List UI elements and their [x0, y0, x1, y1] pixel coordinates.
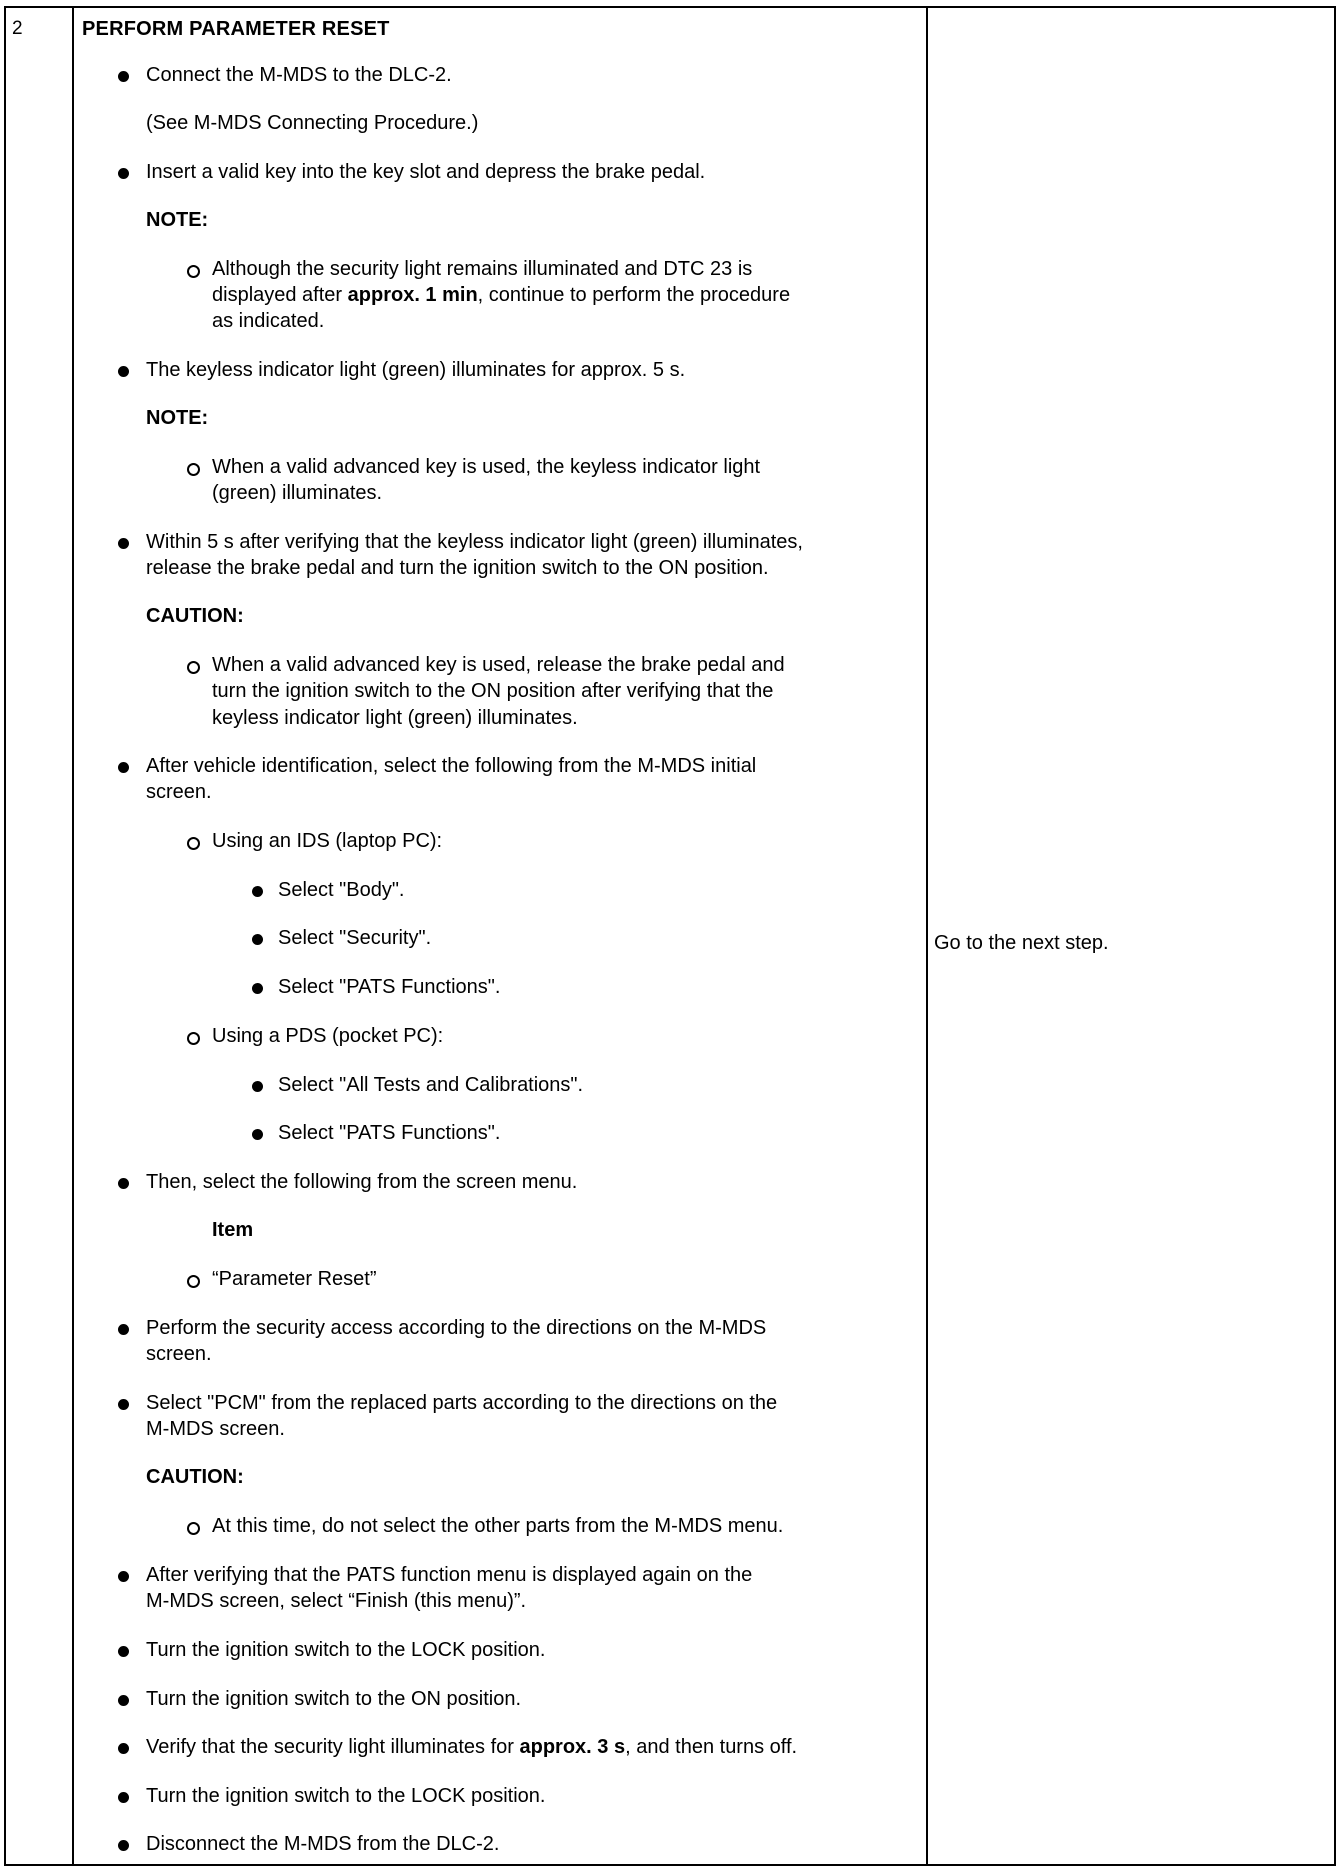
instruction-line: release the brake pedal and turn the ignition switch to the ON position. — [146, 557, 769, 579]
bullet-icon — [118, 168, 129, 179]
bullet-icon — [252, 1081, 263, 1092]
bullet-icon — [118, 1571, 129, 1582]
instruction-line: M-MDS screen, select “Finish (this menu)”. — [146, 1590, 527, 1612]
bullet-icon — [118, 1178, 129, 1189]
instruction-line: The keyless indicator light (green) illuminates for approx. 5 s. — [146, 359, 686, 381]
instruction-line: “Parameter Reset” — [212, 1268, 377, 1290]
instruction-line: Although the security light remains illuminated and DTC 23 is — [212, 258, 753, 280]
procedure-table — [4, 6, 1336, 1866]
instruction-line: turn the ignition switch to the ON position after verifying that the — [212, 680, 774, 702]
instruction-line: When a valid advanced key is used, release the brake pedal and — [212, 654, 785, 676]
step-number: 2 — [12, 18, 23, 39]
note-label: NOTE: — [146, 407, 209, 429]
instruction-line: keyless indicator light (green) illuminates. — [212, 707, 578, 729]
sub-bullet-icon — [187, 1275, 200, 1288]
instruction-line: Verify that the security light illuminates for approx. 3 s, and then turns off. — [146, 1736, 798, 1758]
bullet-icon — [118, 71, 129, 82]
instruction-line: Select "Security". — [278, 927, 432, 949]
instruction-line: Turn the ignition switch to the LOCK position. — [146, 1785, 546, 1807]
instruction-line: Select "PATS Functions". — [278, 976, 501, 998]
instruction-line: After vehicle identification, select the following from the M-MDS initial — [146, 755, 757, 777]
bullet-icon — [252, 886, 263, 897]
instruction-line: Insert a valid key into the key slot and depress the brake pedal. — [146, 161, 706, 183]
instruction-line: Perform the security access according to the directions on the M-MDS — [146, 1317, 767, 1339]
bullet-icon — [118, 1324, 129, 1335]
bullet-icon — [118, 1695, 129, 1706]
instruction-line: Turn the ignition switch to the LOCK position. — [146, 1639, 546, 1661]
sub-bullet-icon — [187, 837, 200, 850]
bullet-icon — [118, 1792, 129, 1803]
instruction-line: Select "PCM" from the replaced parts according to the directions on the — [146, 1392, 778, 1414]
item-label: Item — [212, 1219, 254, 1241]
instruction-line: When a valid advanced key is used, the keyless indicator light — [212, 456, 761, 478]
instruction-line: (See M-MDS Connecting Procedure.) — [146, 112, 479, 134]
sub-bullet-icon — [187, 1522, 200, 1535]
instruction-line: screen. — [146, 1343, 212, 1365]
bullet-icon — [118, 1743, 129, 1754]
column-divider — [926, 8, 928, 1864]
sub-bullet-icon — [187, 1032, 200, 1045]
instruction-line: (green) illuminates. — [212, 482, 383, 504]
sub-bullet-icon — [187, 463, 200, 476]
bullet-icon — [118, 1840, 129, 1851]
instruction-line: M-MDS screen. — [146, 1418, 285, 1440]
instruction-line: Turn the ignition switch to the ON position. — [146, 1688, 521, 1710]
bullet-icon — [252, 1129, 263, 1140]
column-divider — [72, 8, 74, 1864]
bullet-icon — [118, 538, 129, 549]
bullet-icon — [118, 366, 129, 377]
bullet-icon — [118, 762, 129, 773]
instruction-line: Using a PDS (pocket PC): — [212, 1025, 444, 1047]
instruction-line: displayed after approx. 1 min, continue to perform the procedure — [212, 284, 791, 306]
instruction-line: After verifying that the PATS function menu is displayed again on the — [146, 1564, 753, 1586]
instruction-line: Within 5 s after verifying that the keyless indicator light (green) illuminates, — [146, 531, 803, 553]
instruction-line: Select "All Tests and Calibrations". — [278, 1074, 584, 1096]
instruction-line: screen. — [146, 781, 212, 803]
bullet-icon — [252, 983, 263, 994]
instruction-line: Then, select the following from the screen menu. — [146, 1171, 578, 1193]
instruction-line: Using an IDS (laptop PC): — [212, 830, 443, 852]
sub-bullet-icon — [187, 265, 200, 278]
note-label: NOTE: — [146, 209, 209, 231]
bullet-icon — [252, 934, 263, 945]
instruction-line: At this time, do not select the other parts from the M-MDS menu. — [212, 1515, 784, 1537]
bullet-icon — [118, 1646, 129, 1657]
instruction-line: as indicated. — [212, 310, 325, 332]
instruction-line: Select "PATS Functions". — [278, 1122, 501, 1144]
bullet-icon — [118, 1399, 129, 1410]
instruction-line: Connect the M-MDS to the DLC-2. — [146, 64, 452, 86]
instruction-line: Select "Body". — [278, 879, 405, 901]
instruction-line: Disconnect the M-MDS from the DLC-2. — [146, 1833, 500, 1855]
step-title: PERFORM PARAMETER RESET — [82, 18, 390, 40]
caution-label: CAUTION: — [146, 605, 244, 627]
step-result: Go to the next step. — [934, 932, 1109, 954]
caution-label: CAUTION: — [146, 1466, 244, 1488]
sub-bullet-icon — [187, 661, 200, 674]
